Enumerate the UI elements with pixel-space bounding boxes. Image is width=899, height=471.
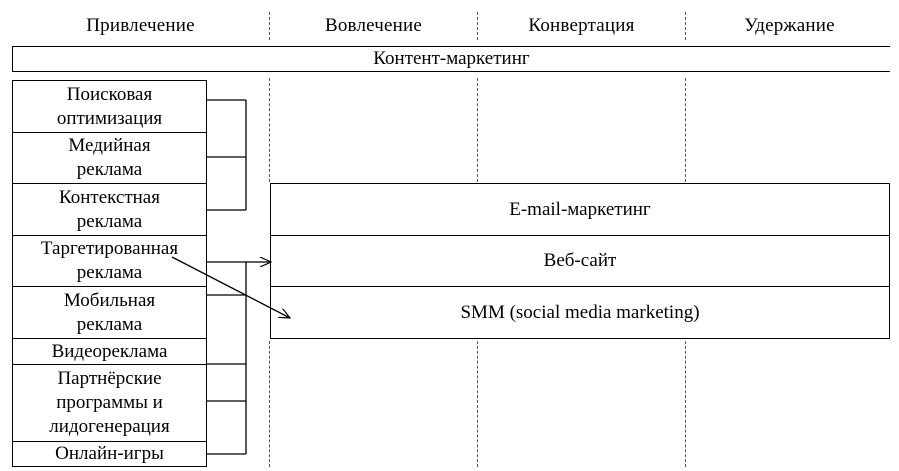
stage-attraction: Привлечение — [86, 15, 195, 36]
channel-label: Мобильная реклама — [63, 289, 156, 335]
channel-label: Видеореклама — [51, 340, 168, 362]
channel-label: Контекстная реклама — [59, 186, 160, 232]
channel-label: Таргетированная реклама — [40, 238, 179, 283]
channel-label: Поисковая оптимизация — [56, 83, 163, 129]
arrow-to-smm — [172, 257, 290, 318]
channel-label: Медийная реклама — [68, 135, 151, 180]
stage-engagement: Вовлечение — [324, 15, 423, 36]
stage-conversion: Конвертация — [528, 15, 635, 36]
target-website-label: Веб-сайт — [543, 250, 617, 271]
channel-label: Онлайн-игры — [55, 443, 164, 464]
channel-label: Партнёрские программы и лидогенерация — [49, 368, 170, 437]
target-email-label: E-mail-маркетинг — [509, 198, 651, 220]
target-smm-label: SMM (social media marketing) — [460, 301, 700, 323]
content-marketing-label: Контент-маркетинг — [373, 48, 530, 69]
stage-retention: Удержание — [744, 15, 835, 36]
